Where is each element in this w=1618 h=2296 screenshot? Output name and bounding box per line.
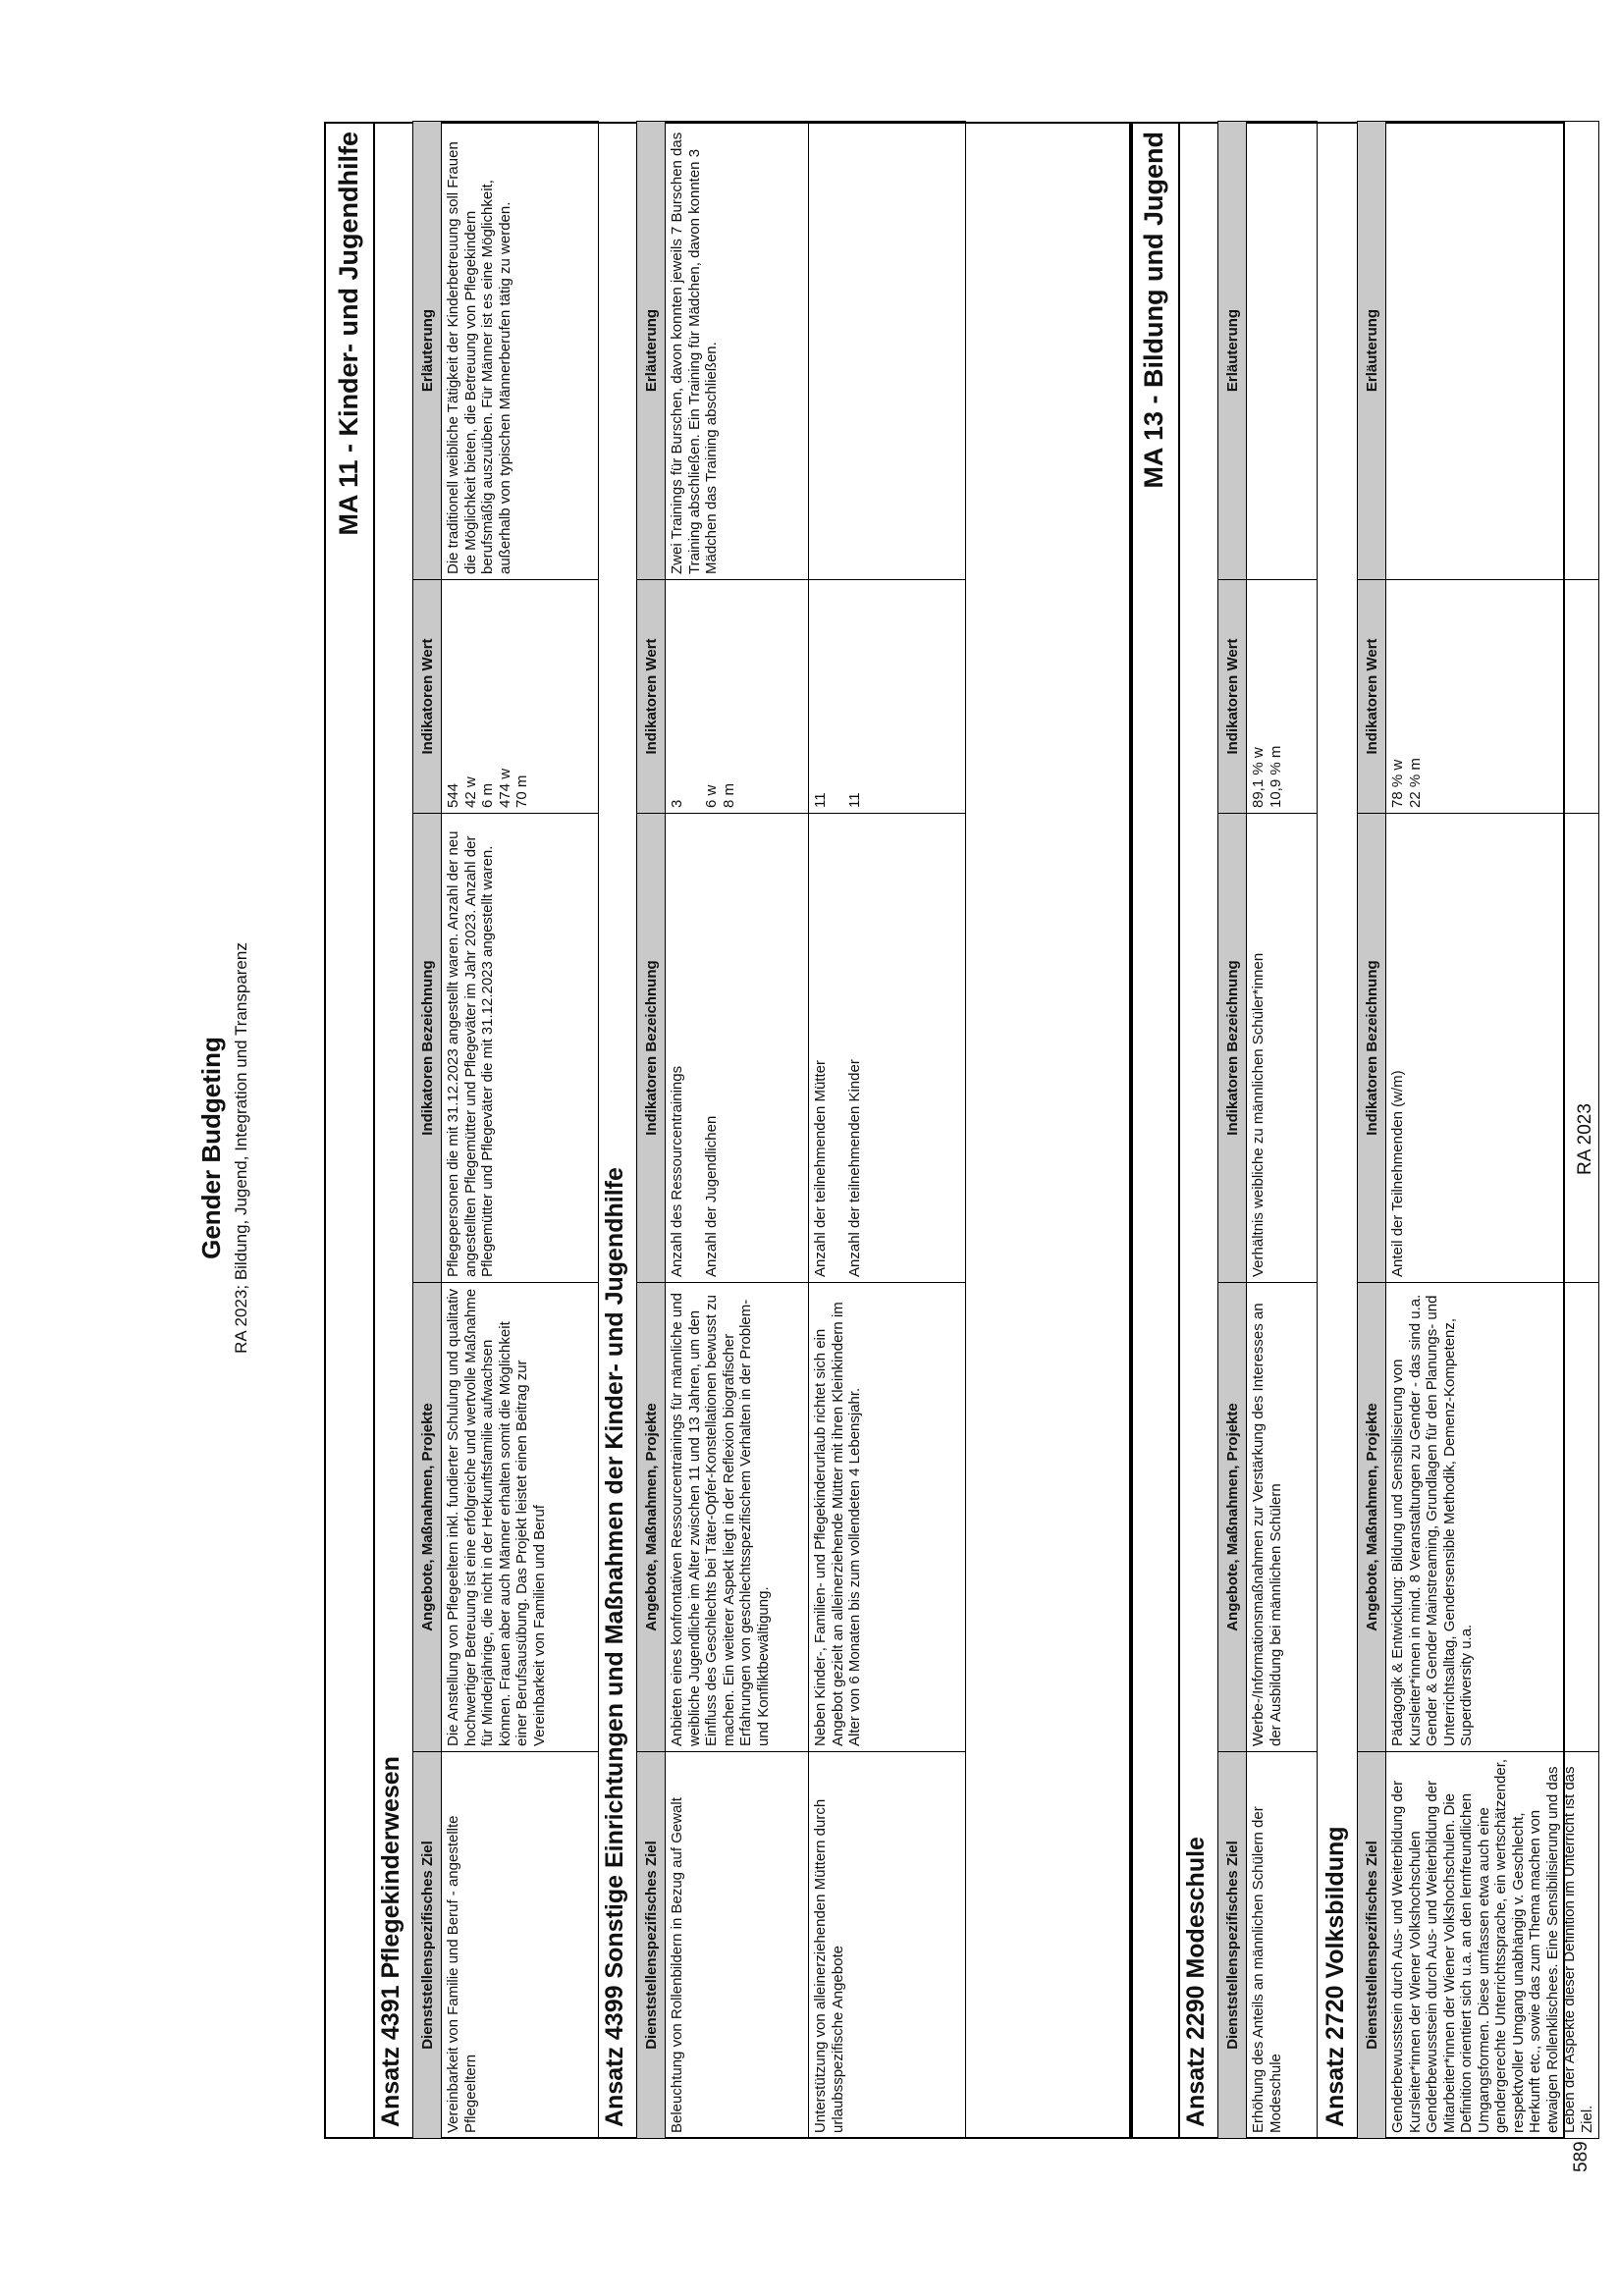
cell-indikator: Anzahl des Ressourcentrainings Anzahl der Jugendlichen	[666, 814, 809, 1283]
table-ansatz-2720	[1357, 121, 1599, 2139]
cell-angebote: Anbieten eines konfrontativen Ressourcentrainings für männliche und weibliche Jugendliche im Alter zwischen 11 und 13 Jahren, um den Einfluss des Geschlechts bei Täter-Opfer-Konstellationen bewusst zu machen. Ein weiterer Aspekt liegt in der Reflexion biografischer Erfahrungen von geschlechtsspezifischem Verhalten in der Problem- und Konfliktbewältigung.	[666, 1283, 809, 1752]
cell-ziel: Unterstützung von alleinerziehenden Müttern durch urlaubsspezifische Angebote	[809, 1752, 966, 2139]
ma11-title: MA 11 - Kinder- und Jugendhilfe	[334, 132, 363, 536]
col-wert: Indikatoren Wert	[413, 580, 442, 814]
col-angebote: Angebote, Maßnahmen, Projekte	[1358, 1283, 1386, 1752]
col-erlaeuterung: Erläuterung	[1358, 122, 1386, 580]
col-indikator: Indikatoren Bezeichnung	[637, 814, 666, 1283]
cell-indikator: Verhältnis weibliche zu männlichen Schüler*innen	[1247, 814, 1318, 1283]
cell-angebote: Werbe-/Informationsmaßnahmen zur Verstärkung des Interesses an der Ausbildung bei männlichen Schülern	[1247, 1283, 1318, 1752]
col-angebote: Angebote, Maßnahmen, Projekte	[1218, 1283, 1247, 1752]
table-row	[809, 122, 966, 2139]
cell-angebote: Neben Kinder-, Familien- und Pflegekinderurlaub richtet sich ein Angebot gezielt an alleinerziehende Mütter mit ihren Kleinkindern im Alter von 6 Monaten bis zum vollendeten 4 Lebensjahr.	[809, 1283, 966, 1752]
cell-ziel: Genderbewusstsein durch Aus- und Weiterbildung der Kursleiter*innen der Wiener Volkshochschulen Genderbewusstsein durch Aus- und Weiterbildung der Mitarbeiter*innen der Wiener Volkshochschulen. Die Definition orientiert sich u.a. an den lernfreundlichen Umgangsformen. Diese umfassen etwa auch eine gendergerechte Unterrichtssprache, ein wertschätzender, respektvoller Umgang unabhängig v. Geschlecht, Herkunft etc., sowie das zum Thema machen von etwaigen Rollenklischees. Eine Sensibilisierung und das Leben der Aspekte dieser Definition im Unterricht ist das Ziel.	[1386, 1752, 1599, 2139]
cell-wert: 78 % w 22 % m	[1386, 580, 1599, 814]
page-number: 589	[1571, 2141, 1591, 2172]
table-row	[442, 122, 599, 2139]
cell-indikator: Pflegepersonen die mit 31.12.2023 angestellt waren. Anzahl der neu angestellten Pflegemütter und Pflegeväter im Jahr 2023. Anzahl der Pflegemütter und Pflegeväter die mit 31.12.2023 angestellt waren.	[442, 814, 599, 1283]
cell-wert: 544 42 w 6 m 474 w 70 m	[442, 580, 599, 814]
col-wert: Indikatoren Wert	[637, 580, 666, 814]
ma11-title-rule	[373, 122, 375, 2139]
col-erlaeuterung: Erläuterung	[1218, 122, 1247, 580]
col-wert: Indikatoren Wert	[1218, 580, 1247, 814]
cell-erlaeuterung	[809, 122, 966, 580]
document-title: Gender Budgeting	[196, 1037, 226, 1259]
col-ziel: Dienststellenspezifisches Ziel	[1358, 1752, 1386, 2139]
cell-ziel: Erhöhung des Anteils an männlichen Schülern der Modeschule	[1247, 1752, 1318, 2139]
cell-wert: 89,1 % w 10,9 % m	[1247, 580, 1318, 814]
col-ziel: Dienststellenspezifisches Ziel	[413, 1752, 442, 2139]
table-ansatz-2290	[1217, 121, 1318, 2139]
cell-erlaeuterung: Die traditionell weibliche Tätigkeit der Kinderbetreuung soll Frauen die Möglichkeit bieten, die Betreuung von Pflegekindern berufsmäßig auszuüben. Für Männer ist es eine Möglichkeit, außerhalb von typischen Männerberufen tätig zu werden.	[442, 122, 599, 580]
col-indikator: Indikatoren Bezeichnung	[1218, 814, 1247, 1283]
cell-erlaeuterung	[1247, 122, 1318, 580]
col-erlaeuterung: Erläuterung	[637, 122, 666, 580]
ansatz-2290-title: Ansatz 2290 Modeschule	[1182, 1837, 1210, 2127]
table-row	[666, 122, 809, 2139]
cell-erlaeuterung	[1386, 122, 1599, 580]
table-row	[1247, 122, 1318, 2139]
col-indikator: Indikatoren Bezeichnung	[413, 814, 442, 1283]
cell-indikator: Anzahl der teilnehmenden Mütter Anzahl der teilnehmenden Kinder	[809, 814, 966, 1283]
ansatz-2720-title: Ansatz 2720 Volksbildung	[1321, 1826, 1349, 2127]
ma13-title: MA 13 - Bildung und Jugend	[1139, 132, 1168, 489]
table-row	[1386, 122, 1599, 2139]
table-ansatz-4399	[636, 121, 966, 2139]
cell-ziel: Beleuchtung von Rollenbildern in Bezug auf Gewalt	[666, 1752, 809, 2139]
col-angebote: Angebote, Maßnahmen, Projekte	[637, 1283, 666, 1752]
col-erlaeuterung: Erläuterung	[413, 122, 442, 580]
cell-indikator: Anteil der Teilnehmenden (w/m)	[1386, 814, 1599, 1283]
col-ziel: Dienststellenspezifisches Ziel	[1218, 1752, 1247, 2139]
cell-angebote: Die Anstellung von Pflegeeltern inkl. fundierter Schulung und qualitativ hochwertiger Betreuung ist eine erfolgreiche und wertvolle Maßnahme für Minderjährige, die nicht in der Herkunftsfamilie aufwachsen können. Frauen aber auch Männer erhalten somit die Möglichkeit einer Berufsausübung. Das Projekt leistet einen Beitrag zur Vereinbarkeit von Familien und Beruf	[442, 1283, 599, 1752]
ansatz-4399-title: Ansatz 4399 Sonstige Einrichtungen und Maßnahmen der Kinder- und Jugendhilfe	[601, 1167, 628, 2127]
cell-erlaeuterung: Zwei Trainings für Burschen, davon konnten jeweils 7 Burschen das Training abschließen. Ein Training für Mädchen, davon konnten 3 Mädchen das Training abschließen.	[666, 122, 809, 580]
ansatz-4391-title: Ansatz 4391 Pflegekinderwesen	[377, 1756, 404, 2127]
cell-wert: 11 11	[809, 580, 966, 814]
table-ansatz-4391	[412, 121, 599, 2139]
col-indikator: Indikatoren Bezeichnung	[1358, 814, 1386, 1283]
cell-ziel: Vereinbarkeit von Familie und Beruf - angestellte Pflegeeltern	[442, 1752, 599, 2139]
cell-angebote: Pädagogik & Entwicklung: Bildung und Sensibilisierung von Kursleiter*innen in mind. 8 Veranstaltungen zu Gender - das sind u.a. Gender & Gender Mainstreaming, Grundlagen für den Planungs- und Unterrichtsalltag, Gendersensible Methodik, Demenz-Kompetenz, Superdiversity u.a.	[1386, 1283, 1599, 1752]
page-footer: RA 2023	[1575, 1103, 1595, 1175]
document-subtitle: RA 2023; Bildung, Jugend, Integration und Transparenz	[232, 942, 250, 1354]
col-wert: Indikatoren Wert	[1358, 580, 1386, 814]
ma13-title-rule	[1178, 122, 1180, 2139]
col-angebote: Angebote, Maßnahmen, Projekte	[413, 1283, 442, 1752]
cell-wert: 3 6 w 8 m	[666, 580, 809, 814]
col-ziel: Dienststellenspezifisches Ziel	[637, 1752, 666, 2139]
